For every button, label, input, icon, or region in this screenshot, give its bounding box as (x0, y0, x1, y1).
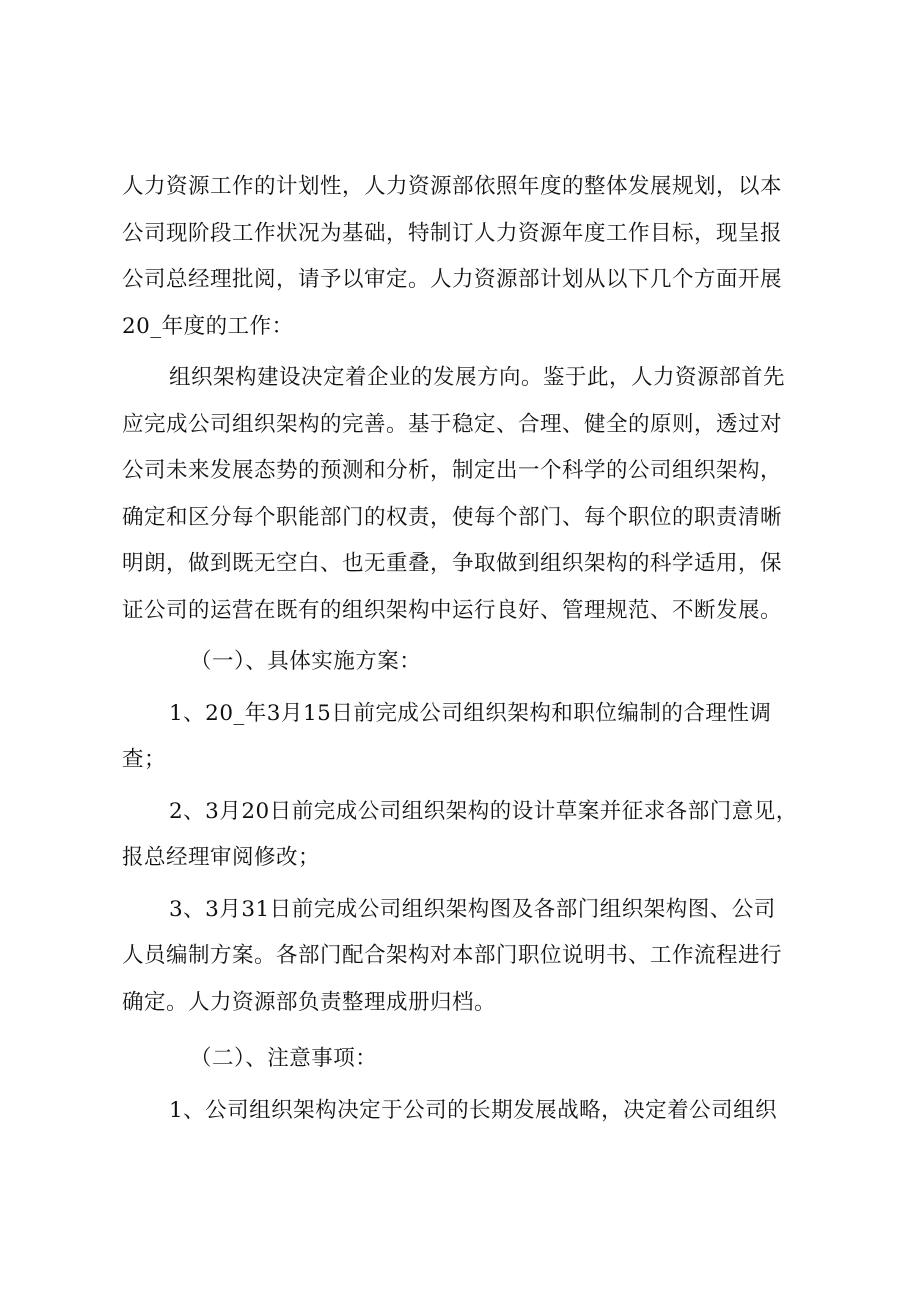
list-item-2 (122, 789, 822, 882)
text-line: 3、3月31日前完成公司组织架构图及各部门组织架构图、公司 (169, 896, 776, 922)
list-item-3 (122, 887, 822, 1027)
text-line: 确定和区分每个职能部门的权责，使每个部门、每个职位的职责清晰 (122, 504, 783, 530)
text-line: 查； (122, 747, 167, 772)
text-line: 2、3月20日前完成公司组织架构的设计草案并征求各部门意见， (169, 798, 798, 824)
list-item-1 (122, 691, 822, 784)
text-line: 组织架构建设决定着企业的发展方向。鉴于此，人力资源部首先 (169, 365, 786, 390)
text-line: 确定。人力资源部负责整理成册归档。 (122, 989, 497, 1015)
text-line: 1、20_年3月15日前完成公司组织架构和职位编制的合理性调 (169, 700, 772, 726)
text-line: 人力资源工作的计划性，人力资源部依照年度的整体发展规划，以本 (122, 174, 783, 199)
text-line: 公司现阶段工作状况为基础，特制订人力资源年度工作目标，现呈报 (122, 220, 783, 246)
text-line: 1、公司组织架构决定于公司的长期发展战略，决定着公司组织 (169, 1097, 778, 1123)
text-line: 应完成公司组织架构的完善。基于稳定、合理、健全的原则，透过对 (122, 411, 783, 437)
document-body (122, 164, 822, 1134)
text-line: 20_年度的工作： (122, 313, 294, 339)
paragraph-intro (122, 164, 822, 350)
text-line: 人员编制方案。各部门配合架构对本部门职位说明书、工作流程进行 (122, 943, 783, 968)
heading-line: （二）、注意事项： (190, 1046, 378, 1071)
text-line: 证公司的运营在既有的组织架构中运行良好、管理规范、不断发展。 (122, 597, 783, 623)
paragraph-org-structure (122, 355, 822, 634)
text-line: 报总经理审阅修改； (122, 845, 321, 870)
heading-line: （一）、具体实施方案： (190, 649, 422, 674)
text-line: 公司总经理批阅，请予以审定。人力资源部计划从以下几个方面开展 (122, 267, 783, 292)
section-heading-notes (122, 1036, 822, 1083)
text-line: 明朗，做到既无空白、也无重叠，争取做到组织架构的科学适用，保 (122, 551, 783, 576)
section-heading-implementation (122, 639, 822, 686)
note-item-1 (122, 1088, 822, 1135)
text-line: 公司未来发展态势的预测和分析，制定出一个科学的公司组织架构， (122, 458, 783, 483)
